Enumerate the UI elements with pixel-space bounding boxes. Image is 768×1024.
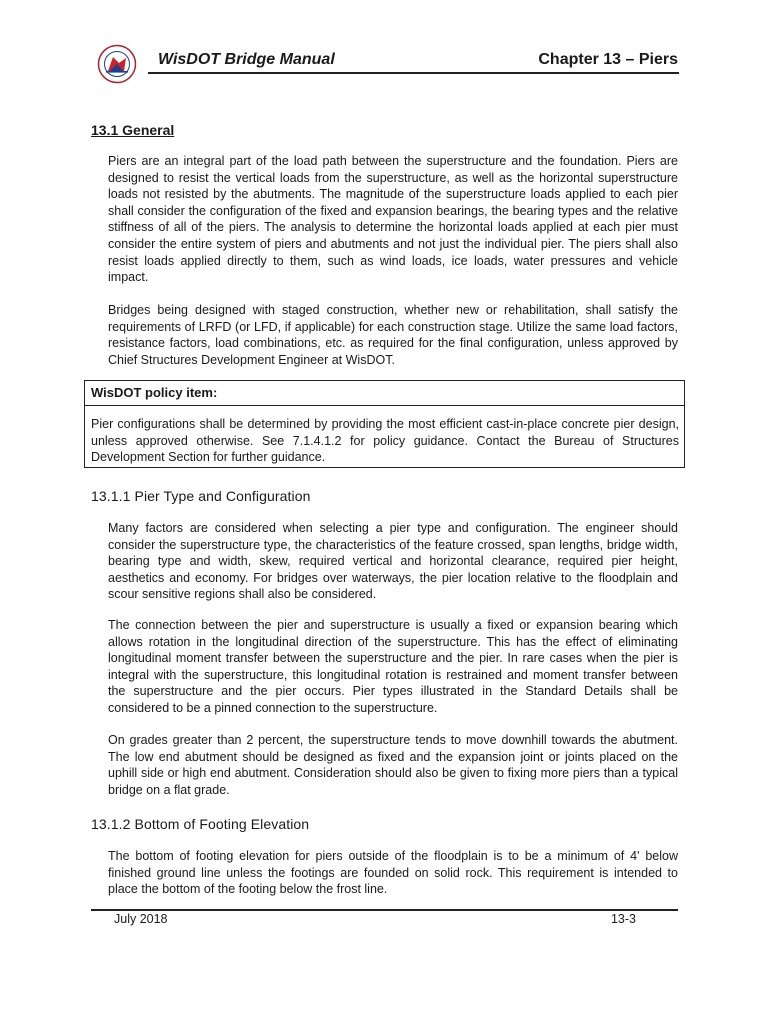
subsection-heading: 13.1.1 Pier Type and Configuration [91, 488, 311, 504]
paragraph: Piers are an integral part of the load path between the superstructure and the foundation. Piers are designed to resist the vertical loads from the superstructure, as well as the horizontal superstructure loads not resisted by the abutments. The magnitude of the superstructure loads applied to each pier shall consider the configuration of the fixed and expansion bearings, the bearing types and the relative stiffness of all of the piers. The analysis to determine the horizontal loads applied at each pier must consider the entire system of piers and abutments and not just the individual pier. The piers shall also resist loads applied directly to them, such as wind loads, ice loads, water pressures and vehicle impact. [108, 154, 678, 285]
paragraph: The connection between the pier and superstructure is usually a fixed or expansion bearing which allows rotation in the longitudinal direction of the superstructure. This has the effect of eliminating longitudinal moment transfer between the superstructure and the pier. In rare cases when the pier is integral with the superstructure, this longitudinal rotation is restrained and moment transfer between the superstructure and the pier occurs. Pier types illustrated in the Standard Details shall be considered to be a pinned connection to the superstructure. [108, 618, 678, 715]
paragraph: The bottom of footing elevation for piers outside of the floodplain is to be a minimum of 4' below finished ground line unless the footings are founded on solid rock. This requirement is intended to place the bottom of the footing below the frost line. [108, 849, 678, 897]
paragraph: Bridges being designed with staged construction, whether new or rehabilitation, shall satisfy the requirements of LRFD (or LFD, if applicable) for each construction stage. Utilize the same load factors, resistance factors, load combinations, etc. as required for the final configuration, unless approved by Chief Structures Development Engineer at WisDOT. [108, 303, 678, 367]
policy-heading: WisDOT policy item: [91, 385, 218, 400]
wisdot-seal-icon [97, 44, 137, 84]
subsection-heading: 13.1.2 Bottom of Footing Elevation [91, 816, 310, 832]
manual-title: WisDOT Bridge Manual [158, 51, 335, 68]
policy-divider [85, 405, 684, 406]
page-number: 13-3 [610, 912, 636, 926]
section-heading: 13.1 General [91, 122, 175, 138]
paragraph: Many factors are considered when selecting a pier type and configuration. The engineer should consider the superstructure type, the characteristics of the feature crossed, span lengths, bridge width, bearing type and width, skew, required vertical and horizontal clearance, required pier height, aesthetics and economy. For bridges over waterways, the pier location relative to the floodplain and scour sensitive regions shall also be considered. [108, 521, 678, 602]
chapter-title: Chapter 13 – Piers [538, 51, 678, 68]
footer-date: July 2018 [114, 912, 168, 926]
paragraph: On grades greater than 2 percent, the superstructure tends to move downhill towards the abutment. The low end abutment should be designed as fixed and the expansion joint or joints placed on the uphill side or high end abutment. Consideration should also be given to fixing more piers than a typical bridge on a flat grade. [108, 733, 678, 797]
policy-text: Pier configurations shall be determined by providing the most efficient cast-in-place concrete pier design, unless approved otherwise. See 7.1.4.1.2 for policy guidance. Contact the Bureau of Structures Development Section for further guidance. [91, 417, 679, 465]
footer-rule [91, 909, 678, 911]
policy-box [84, 380, 685, 468]
header-rule [148, 72, 679, 74]
